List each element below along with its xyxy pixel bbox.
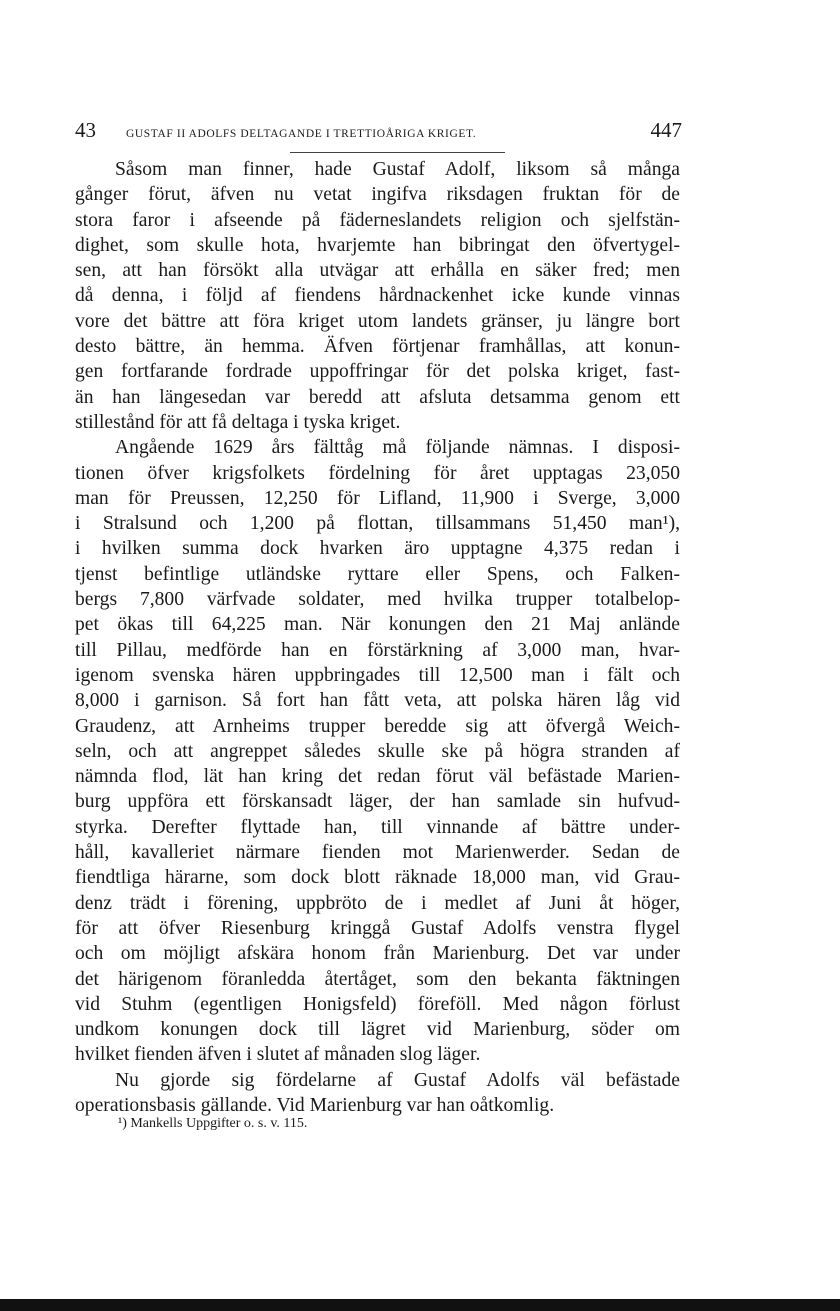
text-line: sen, att han försökt alla utvägar att erhålla en säker fred; men — [75, 260, 680, 282]
text-line: tjenst befintlige utländske ryttare eller Spens, och Falken- — [75, 563, 680, 585]
running-title: GUSTAF II ADOLFS DELTAGANDE I TRETTIOÅRIGA KRIGET. — [126, 128, 477, 140]
text-line: Såsom man finner, hade Gustaf Adolf, liksom så många — [115, 159, 680, 180]
text-line: till Pillau, medförde han en förstärkning af 3,000 man, hvar- — [75, 639, 680, 661]
text-line: man för Preussen, 12,250 för Lifland, 11,900 i Sverge, 3,000 — [75, 487, 680, 509]
text-line: stora faror i afseende på fäderneslandets religion och sjelfstän- — [75, 209, 680, 231]
text-line: styrka. Derefter flyttade han, till vinnande af bättre under- — [75, 816, 680, 838]
text-line: seln, och att angreppet således skulle ske på högra stranden af — [75, 740, 680, 762]
text-line: Angående 1629 års fälttåg må följande nämnas. I disposi- — [115, 437, 680, 459]
text-line: för att öfver Riesenburg kringgå Gustaf Adolfs venstra flygel — [75, 917, 680, 939]
page-number: 447 — [650, 118, 682, 142]
text-line: gen fortfarande fordrade uppoffringar för det polska kriget, fast- — [75, 361, 680, 383]
section-number: 43 — [75, 118, 96, 142]
running-header — [75, 118, 682, 148]
text-line: än han längesedan var beredd att afsluta detsamma genom ett — [75, 386, 680, 408]
footnote-marker: ¹) — [118, 1116, 127, 1131]
text-line: Nu gjorde sig fördelarne af Gustaf Adolfs väl befästade — [115, 1069, 680, 1091]
paragraph — [75, 157, 680, 435]
text-line: i hvilken summa dock hvarken äro upptagne 4,375 redan i — [75, 538, 680, 560]
text-line: och om möjligt afskära honom från Marienburg. Det var under — [75, 943, 680, 965]
text-line: nämnda flod, lät han kring det redan förut väl befästade Marien- — [75, 766, 680, 788]
text-line: Graudenz, att Arnheims trupper beredde sig att öfvergå Weich- — [75, 715, 680, 737]
paragraph — [75, 435, 680, 1067]
text-line: hvilket fienden äfven i slutet af månaden slog läger. — [75, 1044, 481, 1066]
text-line: då denna, i följd af fiendens hårdnackenhet icke kunde vinnas — [75, 285, 680, 307]
text-line: 8,000 i garnison. Så fort han fått veta, att polska hären låg vid — [75, 690, 680, 712]
text-line: bergs 7,800 värfvade soldater, med hvilka trupper totalbelop- — [75, 589, 680, 611]
text-line: stillestånd för att få deltaga i tyska kriget. — [75, 411, 401, 433]
header-rule — [290, 152, 505, 153]
paragraph — [75, 1068, 680, 1119]
text-line: gånger förut, äfven nu vetat ingifva riksdagen fruktan för de — [75, 184, 680, 206]
text-line: denz trädt i förening, uppbröto de i medlet af Juni åt höger, — [75, 892, 680, 914]
text-line: pet ökas till 64,225 man. När konungen den 21 Maj anlände — [75, 614, 680, 636]
footnote — [118, 1116, 307, 1132]
text-line: igenom svenska hären uppbringades till 12,500 man i fält och — [75, 664, 680, 686]
text-line: det härigenom föranledda återtåget, som den bekanta fäktningen — [75, 968, 680, 990]
text-line: undkom konungen dock till lägret vid Marienburg, söder om — [75, 1019, 680, 1041]
footnote-text: Mankells Uppgifter o. s. v. 115. — [130, 1116, 308, 1131]
scan-bottom-border — [0, 1299, 840, 1311]
text-line: tionen öfver krigsfolkets fördelning för året upptagas 23,050 — [75, 462, 680, 484]
text-line: dighet, som skulle hota, hvarjemte han bibringat den öfvertygel- — [75, 234, 680, 256]
text-line: vore det bättre att föra kriget utom landets gränser, ju längre bort — [75, 310, 680, 332]
text-line: desto bättre, än hemma. Äfven förtjenar framhållas, att konun- — [75, 336, 680, 358]
text-line: fiendtliga härarne, som dock blott räknade 18,000 man, vid Grau- — [75, 867, 680, 889]
text-line: håll, kavalleriet närmare fienden mot Marienwerder. Sedan de — [75, 842, 680, 864]
text-line: burg uppföra ett förskansadt läger, der han samlade sin hufvud- — [75, 791, 680, 813]
body-text — [75, 157, 680, 1118]
text-line: i Stralsund och 1,200 på flottan, tillsammans 51,450 man¹), — [75, 513, 680, 535]
text-line: vid Stuhm (egentligen Honigsfeld) föreföll. Med någon förlust — [75, 993, 680, 1015]
text-line: operationsbasis gällande. Vid Marienburg var han oåtkomlig. — [75, 1094, 555, 1116]
